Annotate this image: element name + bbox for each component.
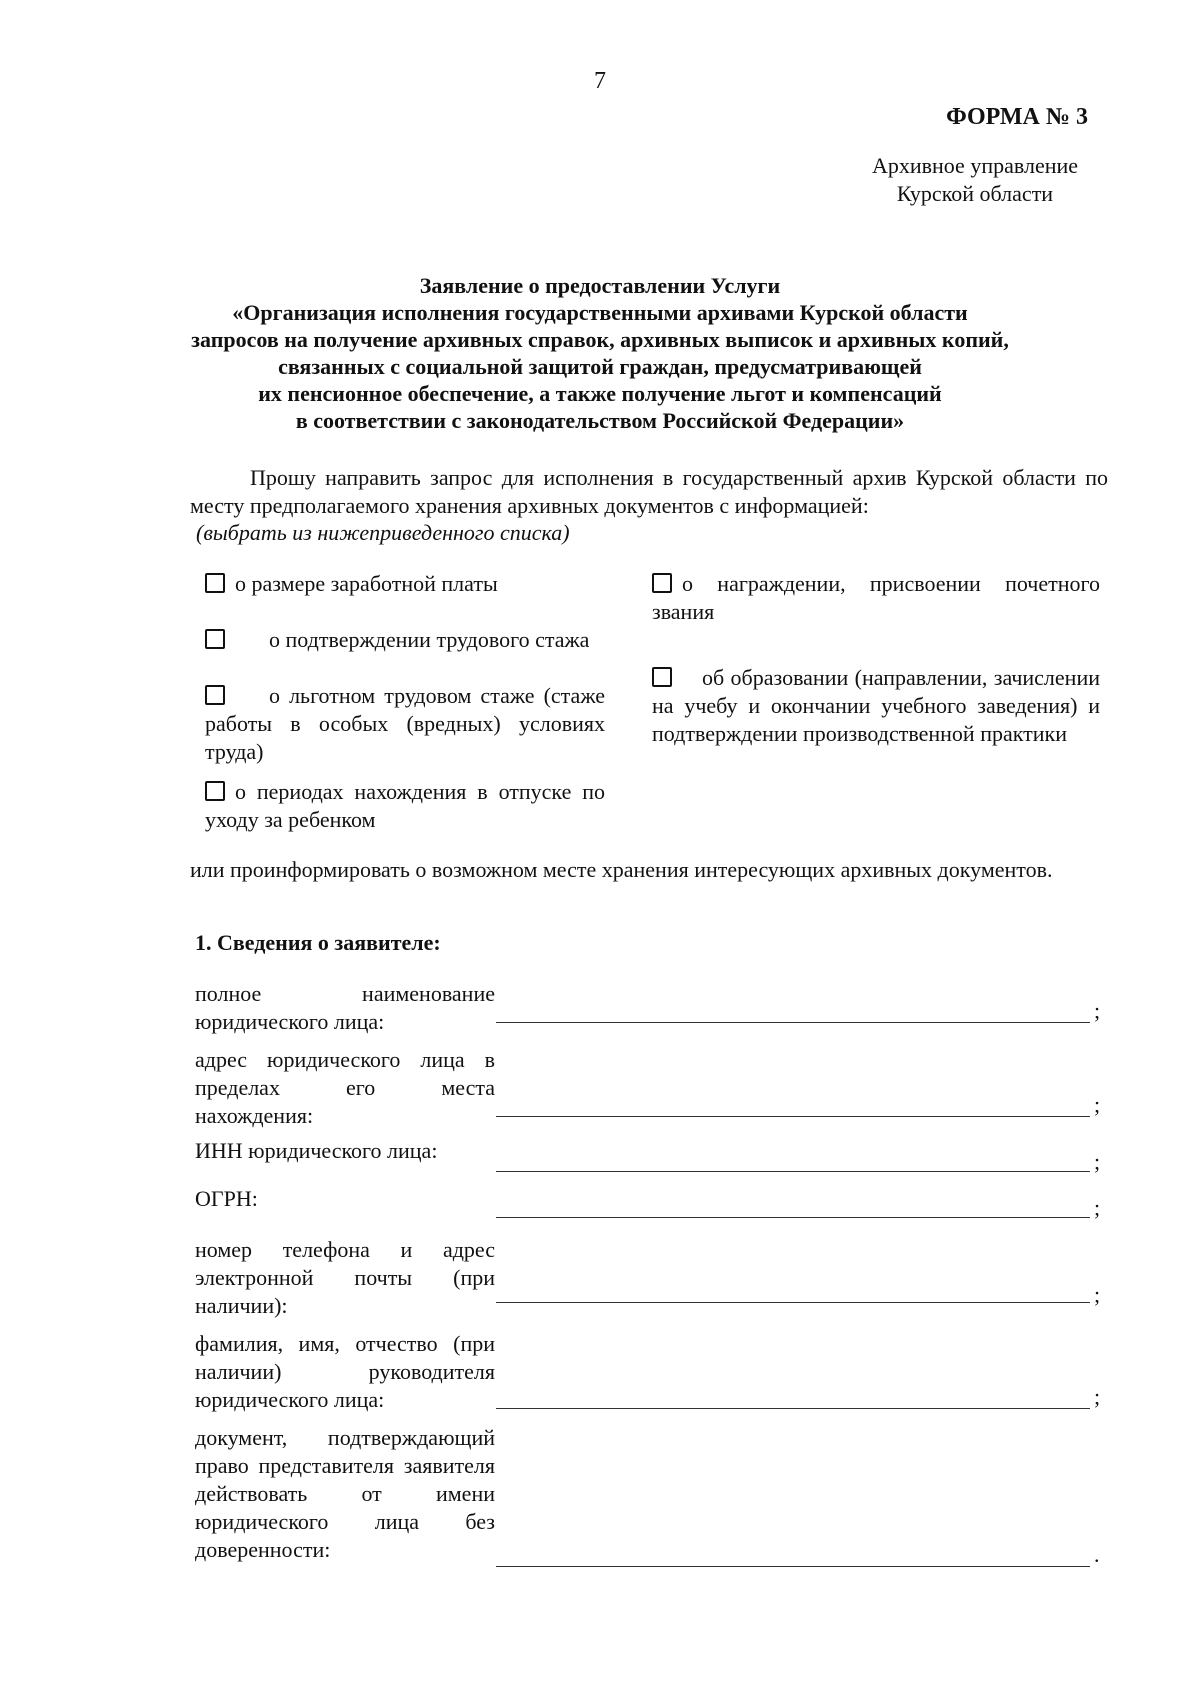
option-salary[interactable] xyxy=(205,570,605,598)
checkbox-icon[interactable] xyxy=(652,667,672,687)
field-label: ИНН юридического лица: xyxy=(195,1138,438,1163)
field-terminator: ; xyxy=(1094,998,1101,1023)
option-parental-leave[interactable] xyxy=(205,778,605,834)
option-label: о размере заработной платы xyxy=(235,571,498,596)
field-label: номер телефона и адрес электронной почты (при наличии): xyxy=(195,1237,495,1318)
title-line: запросов на получение архивных справок, архивных выписок и архивных копий, xyxy=(191,327,1009,352)
field-label: ОГРН: xyxy=(195,1186,258,1211)
title-line: их пенсионное обеспечение, а также получение льгот и компенсаций xyxy=(258,381,942,406)
field-terminator: ; xyxy=(1094,1195,1101,1220)
field-terminator: ; xyxy=(1094,1384,1101,1409)
ogrn-input[interactable] xyxy=(496,1191,1090,1218)
field-label: адрес юридического лица в пределах его места нахождения: xyxy=(195,1047,495,1128)
address-input[interactable] xyxy=(496,1090,1090,1117)
title-line: Заявление о предоставлении Услуги xyxy=(419,273,781,298)
field-terminator: ; xyxy=(1094,1282,1101,1307)
option-work-experience[interactable] xyxy=(205,626,605,654)
section-title-applicant: 1. Сведения о заявителе: xyxy=(195,930,441,955)
document-title xyxy=(120,272,1080,434)
field-label: документ, подтверждающий право представителя заявителя действовать от имени юридического лица без доверенности: xyxy=(195,1425,495,1562)
closing-paragraph: или проинформировать о возможном месте хранения интересующих архивных документов. xyxy=(190,857,1053,882)
option-label: о награждении, присвоении почетного звания xyxy=(652,571,1100,624)
option-label: о периодах нахождения в отпуске по уходу за ребенком xyxy=(205,779,605,832)
option-label: об образовании (направлении, зачислении на учебу и окончании учебного заведения) и подтверждении производственной практики xyxy=(652,665,1100,746)
addressee-line-1: Архивное управление xyxy=(871,153,1079,178)
director-name-input[interactable] xyxy=(496,1382,1090,1409)
title-line: связанных с социальной защитой граждан, предусматривающей xyxy=(278,354,922,379)
title-line: в соответствии с законодательством Российской Федерации» xyxy=(295,408,905,433)
option-label: о льготном трудовом стаже (стаже работы в особых (вредных) условиях труда) xyxy=(205,683,605,764)
field-terminator: ; xyxy=(1094,1149,1101,1174)
inn-input[interactable] xyxy=(496,1145,1090,1172)
field-terminator: . xyxy=(1094,1542,1100,1567)
contacts-input[interactable] xyxy=(496,1276,1090,1303)
title-line: «Организация исполнения государственными архивами Курской области xyxy=(232,300,968,325)
field-terminator: ; xyxy=(1094,1092,1101,1117)
full-name-input[interactable] xyxy=(496,996,1090,1023)
addressee xyxy=(855,152,1095,208)
checkbox-icon[interactable] xyxy=(205,685,225,705)
checkbox-icon[interactable] xyxy=(205,573,225,593)
checkbox-icon[interactable] xyxy=(205,781,225,801)
field-label: фамилия, имя, отчество (при наличии) руководителя юридического лица: xyxy=(195,1331,495,1412)
intro-note: (выбрать из нижеприведенного списка) xyxy=(196,520,570,545)
option-preferential-experience[interactable] xyxy=(205,682,605,766)
checkbox-icon[interactable] xyxy=(205,629,225,649)
addressee-line-2: Курской области xyxy=(896,181,1054,206)
page-number: 7 xyxy=(594,68,606,94)
option-awards[interactable] xyxy=(652,570,1100,626)
field-label: полное наименование юридического лица: xyxy=(195,981,495,1034)
option-education[interactable] xyxy=(652,664,1100,748)
authority-document-input[interactable] xyxy=(496,1540,1090,1567)
checkbox-icon[interactable] xyxy=(652,573,672,593)
intro-paragraph: Прошу направить запрос для исполнения в государственный архив Курской области по месту предполагаемого хранения архивных документов с информацией: xyxy=(190,465,1108,518)
form-number: ФОРМА № 3 xyxy=(946,104,1088,130)
option-label: о подтверждении трудового стажа xyxy=(269,627,590,652)
